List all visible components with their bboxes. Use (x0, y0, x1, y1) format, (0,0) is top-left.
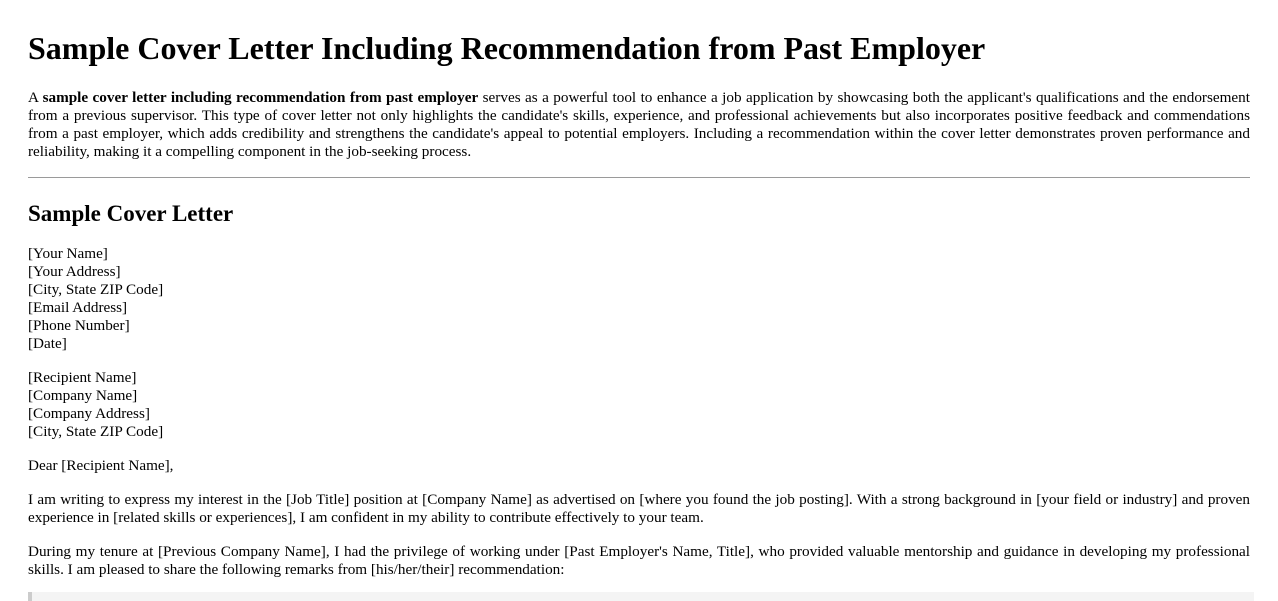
sender-email: [Email Address] (28, 299, 128, 316)
recipient-company: [Company Name] (28, 387, 138, 404)
document-content (28, 0, 1250, 579)
intro-bold-phrase: sample cover letter including recommendation from past employer (42, 89, 479, 106)
section-heading: Sample Cover Letter (28, 201, 234, 226)
page-title: Sample Cover Letter Including Recommendation from Past Employer (28, 30, 986, 66)
recommendation-blockquote (28, 592, 1254, 601)
sender-name: [Your Name] (28, 245, 108, 262)
letter-date: [Date] (28, 335, 67, 352)
sender-city-state-zip: [City, State ZIP Code] (28, 281, 164, 298)
recipient-name: [Recipient Name] (28, 369, 137, 386)
recipient-company-address: [Company Address] (28, 405, 150, 422)
body-paragraph-interest: I am writing to express my interest in the [Job Title] position at [Company Name] as advertised on [where you found the job posting]. With a strong background in [your field or industry] and proven experience in [related skills or experiences], I am confident in my ability to contribute effectively to your team. (28, 491, 1250, 526)
sender-phone: [Phone Number] (28, 317, 130, 334)
intro-paragraph (28, 89, 1250, 161)
intro-rest: serves as a powerful tool to enhance a job application by showcasing both the applicant's qualifications and the endorsement from a previous supervisor. This type of cover letter not only highlights the candidate's skills, experience, and professional achievements but also incorporates positive feedback and commendations from a past employer, which adds credibility and strengthens the candidate's appeal to potential employers. Including a recommendation within the cover letter demonstrates proven performance and reliability, making it a compelling component in the job-seeking process. (28, 89, 1250, 160)
salutation: Dear [Recipient Name], (28, 457, 174, 474)
section-divider (28, 177, 1250, 178)
sender-address-block (28, 245, 1250, 353)
recipient-address-block (28, 369, 1250, 441)
body-paragraph-recommendation: During my tenure at [Previous Company Name], I had the privilege of working under [Past Employer's Name, Title], who provided valuable mentorship and guidance in developing my professional skills. I am pleased to share the following remarks from [his/her/their] recommendation: (28, 543, 1250, 578)
intro-prefix: A (28, 89, 43, 106)
sender-address: [Your Address] (28, 263, 121, 280)
recipient-city-state-zip: [City, State ZIP Code] (28, 423, 164, 440)
